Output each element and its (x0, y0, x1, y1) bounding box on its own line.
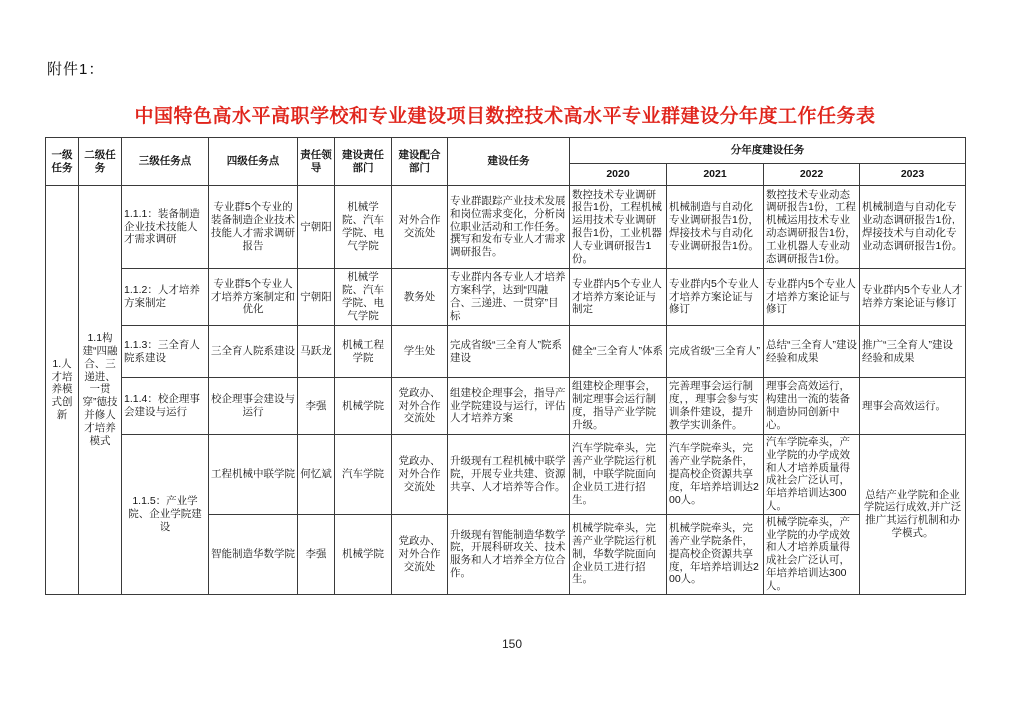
cell-2023: 理事会高效运行。 (860, 378, 966, 435)
header-year-2023: 2023 (860, 164, 966, 186)
cell-2021: 完善理事会运行制度，，理事会参与实训条件建设，提升教学实训条件。 (667, 378, 764, 435)
cell-leader: 李强 (298, 378, 335, 435)
cell-level4: 专业群5个专业人才培养方案制定和优化 (209, 269, 298, 326)
cell-2020: 组建校企理事会，制定理事会运行制度，指导产业学院升级。 (570, 378, 667, 435)
cell-2022: 机械学院牵头，产业学院的办学成效和人才培养质量得成社会广泛认可，年培养培训达300人。 (764, 514, 860, 594)
cell-2021: 机械制造与自动化专业调研报告1份，焊接技术与自动化专业调研报告1份。 (667, 186, 764, 269)
cell-dept-responsible: 机械学院、汽车学院、电气学院 (335, 186, 392, 269)
cell-dept-cooperate: 教务处 (392, 269, 448, 326)
cell-dept-cooperate: 学生处 (392, 326, 448, 378)
cell-2020: 专业群内5个专业人才培养方案论证与制定 (570, 269, 667, 326)
header-leader: 责任领导 (298, 138, 335, 186)
cell-build-task: 专业群跟踪产业技术发展和岗位需求变化，分析岗位职业活动和工作任务。撰写和发布专业人才需求调研报告。 (448, 186, 570, 269)
cell-2020: 数控技术专业调研报告1份，工程机械运用技术专业调研报告1份，工业机器人专业调研报告1份。 (570, 186, 667, 269)
cell-level4: 校企理事会建设与运行 (209, 378, 298, 435)
cell-level4: 工程机械中联学院 (209, 435, 298, 515)
cell-level3: 1.1.5：产业学院、企业学院建设 (122, 435, 209, 595)
cell-2022: 总结“三全育人”建设经验和成果 (764, 326, 860, 378)
header-build-task: 建设任务 (448, 138, 570, 186)
cell-level4: 智能制造华数学院 (209, 514, 298, 594)
cell-build-task: 组建校企理事会，指导产业学院建设与运行，评估人才培养方案 (448, 378, 570, 435)
table-row (46, 435, 966, 515)
cell-build-task: 升级现有工程机械中联学院，开展专业共建、资源共享、人才培养等合作。 (448, 435, 570, 515)
cell-dept-responsible: 机械学院 (335, 514, 392, 594)
task-table (45, 137, 966, 595)
header-annual-tasks: 分年度建设任务 (570, 138, 966, 164)
cell-dept-cooperate: 党政办、对外合作交流处 (392, 378, 448, 435)
cell-2021: 专业群内5个专业人才培养方案论证与修订 (667, 269, 764, 326)
cell-dept-responsible: 汽车学院 (335, 435, 392, 515)
cell-leader: 宁朝阳 (298, 269, 335, 326)
cell-level3: 1.1.3：三全育人院系建设 (122, 326, 209, 378)
cell-dept-responsible: 机械学院、汽车学院、电气学院 (335, 269, 392, 326)
cell-2020: 汽车学院牵头，完善产业学院运行机制，中联学院面向企业员工进行招生。 (570, 435, 667, 515)
attachment-label: 附件1： (47, 61, 105, 78)
header-level3-point: 三级任务点 (122, 138, 209, 186)
cell-2020: 机械学院牵头，完善产业学院运行机制，华数学院面向企业员工进行招生。 (570, 514, 667, 594)
header-level2-task: 二级任务 (79, 138, 122, 186)
cell-level4: 专业群5个专业的装备制造企业技术技能人才需求调研报告 (209, 186, 298, 269)
cell-2021: 完成省级“三全育人” (667, 326, 764, 378)
cell-dept-cooperate: 党政办、对外合作交流处 (392, 435, 448, 515)
cell-leader: 何忆斌 (298, 435, 335, 515)
header-year-2020: 2020 (570, 164, 667, 186)
cell-2023: 专业群内5个专业人才培养方案论证与修订 (860, 269, 966, 326)
cell-2022: 数控技术专业动态调研报告1份，工程机械运用技术专业动态调研报告1份，工业机器人专业动态调研报告1份。 (764, 186, 860, 269)
cell-leader: 马跃龙 (298, 326, 335, 378)
cell-level3: 1.1.1：装备制造企业技术技能人才需求调研 (122, 186, 209, 269)
cell-2023: 推广“三全育人”建设经验和成果 (860, 326, 966, 378)
table-row (46, 378, 966, 435)
cell-dept-responsible: 机械学院 (335, 378, 392, 435)
cell-level3: 1.1.2：人才培养方案制定 (122, 269, 209, 326)
cell-2022: 专业群内5个专业人才培养方案论证与修订 (764, 269, 860, 326)
cell-2021: 汽车学院牵头，完善产业学院条件，提高校企资源共享度，年培养培训达200人。 (667, 435, 764, 515)
cell-2023-merged: 总结产业学院和企业学院运行成效,并广泛推广其运行机制和办学模式。 (860, 435, 966, 595)
cell-2022: 汽车学院牵头，产业学院的办学成效和人才培养质量得成社会广泛认可，年培养培训达300人。 (764, 435, 860, 515)
cell-level1-task: 1.人才培养模式创新 (46, 186, 79, 595)
cell-build-task: 专业群内各专业人才培养方案科学，达到“四融合、三递进、一贯穿”目标 (448, 269, 570, 326)
cell-level2-task: 1.1构建“四融合、三递进、一贯穿”德技并修人才培养模式 (79, 186, 122, 595)
page-title: 中国特色高水平高职学校和专业建设项目数控技术高水平专业群建设分年度工作任务表 (134, 106, 876, 127)
table-row (46, 326, 966, 378)
table-row (46, 186, 966, 269)
header-dept-responsible: 建设责任部门 (335, 138, 392, 186)
cell-leader: 李强 (298, 514, 335, 594)
cell-dept-responsible: 机械工程学院 (335, 326, 392, 378)
table-row (46, 269, 966, 326)
cell-2021: 机械学院牵头，完善产业学院条件，提高校企资源共享度，年培养培训达200人。 (667, 514, 764, 594)
header-dept-cooperate: 建设配合部门 (392, 138, 448, 186)
cell-build-task: 完成省级“三全育人”院系建设 (448, 326, 570, 378)
cell-2023: 机械制造与自动化专业动态调研报告1份,焊接技术与自动化专业动态调研报告1份。 (860, 186, 966, 269)
header-year-2022: 2022 (764, 164, 860, 186)
cell-2020: 健全“三全育人”体系 (570, 326, 667, 378)
header-level1-task: 一级任务 (46, 138, 79, 186)
header-level4-point: 四级任务点 (209, 138, 298, 186)
cell-2022: 理事会高效运行，构建出一流的装备制造协同创新中心。 (764, 378, 860, 435)
cell-build-task: 升级现有智能制造华数学院，开展科研攻关、技术服务和人才培养全方位合作。 (448, 514, 570, 594)
cell-level4: 三全育人院系建设 (209, 326, 298, 378)
page-number: 150 (501, 637, 523, 651)
header-year-2021: 2021 (667, 164, 764, 186)
cell-dept-cooperate: 对外合作交流处 (392, 186, 448, 269)
cell-leader: 宁朝阳 (298, 186, 335, 269)
cell-dept-cooperate: 党政办、对外合作交流处 (392, 514, 448, 594)
cell-level3: 1.1.4：校企理事会建设与运行 (122, 378, 209, 435)
